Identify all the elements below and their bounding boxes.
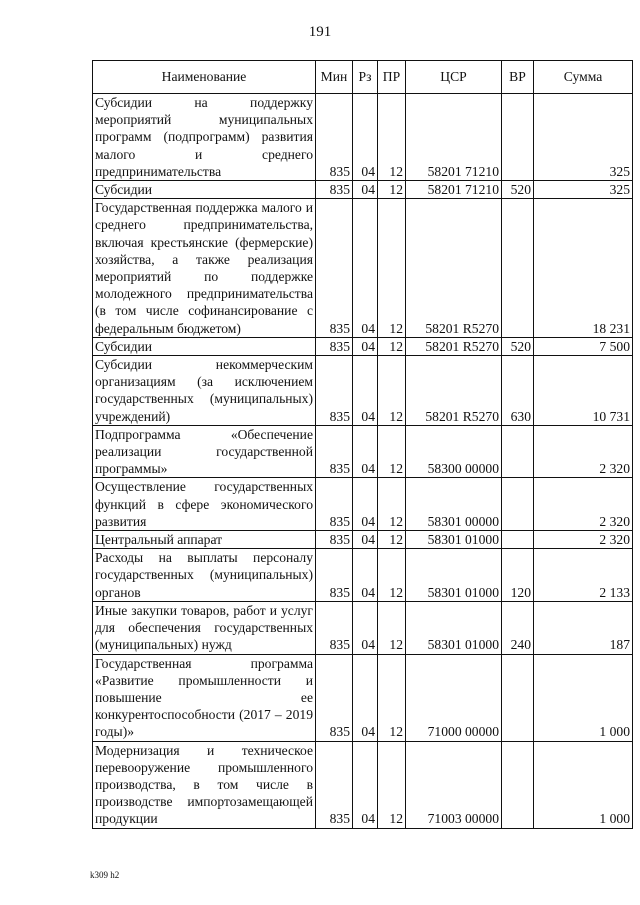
cell-csr: 58201 71210 — [406, 94, 502, 181]
cell-vr — [502, 94, 534, 181]
table-row — [93, 601, 633, 654]
cell-name: Государственная поддержка малого и среднего предпринимательства, включая крестьянские (фермерские) хозяйства, а также реализация мероприятий по поддержке молодежного предпринимательства (в том числе софинансирование с федеральным бюджетом) — [93, 199, 316, 338]
cell-sum: 187 — [534, 601, 633, 654]
cell-name: Субсидии на поддержку мероприятий муниципальных программ (подпрограмм) развития малого и среднего предпринимательства — [93, 94, 316, 181]
header-sum: Сумма — [534, 61, 633, 94]
cell-pr: 12 — [378, 425, 406, 478]
cell-sum: 18 231 — [534, 199, 633, 338]
cell-vr — [502, 531, 534, 549]
header-rz: Рз — [353, 61, 378, 94]
table-row — [93, 94, 633, 181]
cell-pr: 12 — [378, 549, 406, 602]
cell-name: Центральный аппарат — [93, 531, 316, 549]
table-row — [93, 356, 633, 426]
cell-csr: 58301 00000 — [406, 478, 502, 531]
header-min: Мин — [316, 61, 353, 94]
cell-pr: 12 — [378, 199, 406, 338]
cell-csr: 58301 01000 — [406, 549, 502, 602]
cell-sum: 1 000 — [534, 654, 633, 741]
table-row — [93, 425, 633, 478]
cell-rz: 04 — [353, 478, 378, 531]
cell-vr — [502, 199, 534, 338]
cell-pr: 12 — [378, 741, 406, 828]
cell-rz: 04 — [353, 741, 378, 828]
cell-csr: 58201 R5270 — [406, 356, 502, 426]
table-header-row — [93, 61, 633, 94]
table-row — [93, 337, 633, 355]
cell-pr: 12 — [378, 94, 406, 181]
cell-name: Субсидии некоммерческим организациям (за исключением государственных (муниципальных) учреждений) — [93, 356, 316, 426]
cell-name: Расходы на выплаты персоналу государственных (муниципальных) органов — [93, 549, 316, 602]
cell-min: 835 — [316, 199, 353, 338]
cell-pr: 12 — [378, 654, 406, 741]
cell-min: 835 — [316, 478, 353, 531]
cell-csr: 71003 00000 — [406, 741, 502, 828]
cell-sum: 325 — [534, 94, 633, 181]
cell-min: 835 — [316, 531, 353, 549]
cell-rz: 04 — [353, 425, 378, 478]
table-row — [93, 654, 633, 741]
cell-name: Субсидии — [93, 181, 316, 199]
cell-csr: 58201 R5270 — [406, 337, 502, 355]
cell-sum: 2 320 — [534, 478, 633, 531]
cell-sum: 2 320 — [534, 531, 633, 549]
cell-min: 835 — [316, 601, 353, 654]
cell-name: Подпрограмма «Обеспечение реализации государственной программы» — [93, 425, 316, 478]
cell-min: 835 — [316, 356, 353, 426]
cell-pr: 12 — [378, 478, 406, 531]
cell-pr: 12 — [378, 181, 406, 199]
cell-min: 835 — [316, 337, 353, 355]
page-number: 191 — [308, 24, 332, 40]
cell-name: Осуществление государственных функций в сфере экономического развития — [93, 478, 316, 531]
header-csr: ЦСР — [406, 61, 502, 94]
cell-name: Модернизация и техническое перевооружение промышленного производства, в том числе в производстве импортозамещающей продукции — [93, 741, 316, 828]
cell-min: 835 — [316, 741, 353, 828]
header-vr: ВР — [502, 61, 534, 94]
cell-vr: 240 — [502, 601, 534, 654]
cell-sum: 325 — [534, 181, 633, 199]
budget-table — [92, 60, 633, 829]
cell-vr: 520 — [502, 181, 534, 199]
header-name: Наименование — [93, 61, 316, 94]
table-row — [93, 478, 633, 531]
cell-rz: 04 — [353, 601, 378, 654]
cell-sum: 1 000 — [534, 741, 633, 828]
cell-rz: 04 — [353, 654, 378, 741]
cell-pr: 12 — [378, 601, 406, 654]
cell-vr: 630 — [502, 356, 534, 426]
cell-rz: 04 — [353, 337, 378, 355]
cell-csr: 71000 00000 — [406, 654, 502, 741]
cell-rz: 04 — [353, 181, 378, 199]
table-row — [93, 741, 633, 828]
cell-sum: 7 500 — [534, 337, 633, 355]
cell-rz: 04 — [353, 549, 378, 602]
cell-min: 835 — [316, 549, 353, 602]
cell-name: Государственная программа «Развитие промышленности и повышение ее конкурентоспособности (2017 – 2019 годы)» — [93, 654, 316, 741]
table-row — [93, 181, 633, 199]
cell-vr — [502, 654, 534, 741]
cell-csr: 58301 01000 — [406, 531, 502, 549]
cell-pr: 12 — [378, 531, 406, 549]
table-row — [93, 549, 633, 602]
table-row — [93, 199, 633, 338]
cell-vr — [502, 425, 534, 478]
cell-min: 835 — [316, 425, 353, 478]
cell-pr: 12 — [378, 356, 406, 426]
footer-code: k309 h2 — [90, 870, 120, 880]
cell-rz: 04 — [353, 356, 378, 426]
cell-rz: 04 — [353, 199, 378, 338]
cell-csr: 58201 71210 — [406, 181, 502, 199]
cell-name: Субсидии — [93, 337, 316, 355]
cell-vr: 120 — [502, 549, 534, 602]
cell-csr: 58300 00000 — [406, 425, 502, 478]
cell-sum: 2 133 — [534, 549, 633, 602]
cell-vr — [502, 478, 534, 531]
header-pr: ПР — [378, 61, 406, 94]
cell-rz: 04 — [353, 94, 378, 181]
cell-rz: 04 — [353, 531, 378, 549]
cell-csr: 58301 01000 — [406, 601, 502, 654]
cell-min: 835 — [316, 181, 353, 199]
cell-vr: 520 — [502, 337, 534, 355]
cell-vr — [502, 741, 534, 828]
cell-sum: 10 731 — [534, 356, 633, 426]
cell-sum: 2 320 — [534, 425, 633, 478]
cell-pr: 12 — [378, 337, 406, 355]
table-row — [93, 531, 633, 549]
cell-min: 835 — [316, 654, 353, 741]
cell-csr: 58201 R5270 — [406, 199, 502, 338]
cell-min: 835 — [316, 94, 353, 181]
cell-name: Иные закупки товаров, работ и услуг для обеспечения государственных (муниципальных) нужд — [93, 601, 316, 654]
